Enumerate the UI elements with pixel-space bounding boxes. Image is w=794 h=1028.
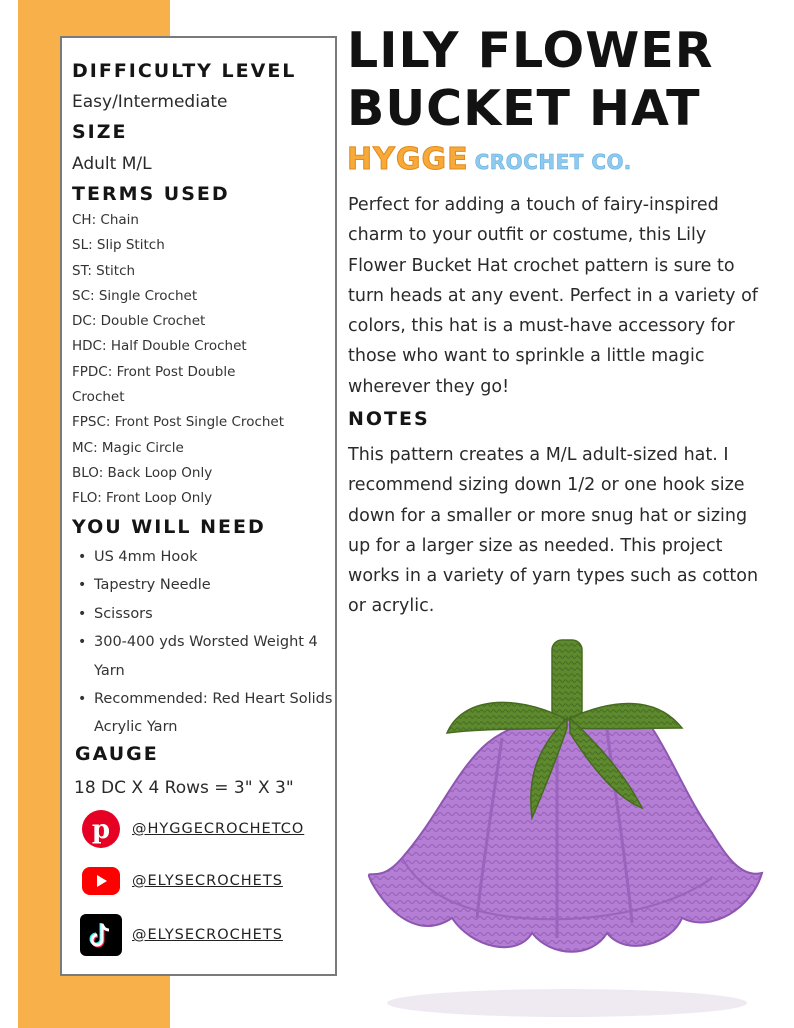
need-heading: YOU WILL NEED — [72, 516, 266, 538]
youtube-icon — [80, 860, 122, 902]
hat-photo — [342, 618, 782, 1023]
terms-heading: TERMS USED — [72, 183, 230, 205]
term-item: SL: Slip Stitch — [72, 237, 165, 254]
svg-text:p: p — [91, 815, 111, 845]
tiktok-icon — [80, 914, 122, 956]
supplies-list — [72, 543, 337, 742]
term-item: SC: Single Crochet — [72, 287, 198, 304]
tiktok-link[interactable] — [80, 914, 283, 956]
brand-logo-part2: CROCHET CO. — [474, 150, 632, 174]
supply-item: • Recommended: Red Heart Solids Acrylic Yarn — [72, 685, 337, 742]
term-item: HDC: Half Double Crochet — [72, 338, 247, 355]
gauge-heading: GAUGE — [75, 743, 159, 765]
difficulty-value: Easy/Intermediate — [72, 92, 228, 112]
gauge-value: 18 DC X 4 Rows = 3" X 3" — [74, 778, 294, 798]
term-item: MC: Magic Circle — [72, 439, 184, 456]
pinterest-link[interactable] — [80, 808, 304, 850]
difficulty-heading: DIFFICULTY LEVEL — [72, 60, 297, 82]
tiktok-handle[interactable]: @ELYSECROCHETS — [132, 927, 283, 943]
term-item: FPDC: Front Post Double — [72, 363, 236, 380]
size-value: Adult M/L — [72, 154, 152, 174]
supply-item: • Scissors — [72, 600, 337, 628]
term-item: FLO: Front Loop Only — [72, 490, 213, 507]
supply-item: • Tapestry Needle — [72, 571, 337, 599]
pinterest-icon — [80, 808, 122, 850]
terms-list — [72, 208, 332, 512]
description-paragraph: Perfect for adding a touch of fairy-inspired charm to your outfit or costume, this Lily Flower Bucket Hat crochet pattern is sure to turn heads at any event. Perfect in a variety of colors, this hat is a must-have accessory for those who want to sprinkle a little magic wherever they go! — [348, 195, 758, 397]
brand-logo-part1: HYGGE — [347, 142, 469, 177]
notes-paragraph: This pattern creates a M/L adult-sized hat. I recommend sizing down 1/2 or one hook size down for a smaller or more snug hat or sizing up for a larger size as needed. This project works in a variety of yarn types such as cotton or acrylic. — [348, 445, 759, 617]
brand-logo — [347, 142, 632, 177]
term-item: Crochet — [72, 389, 125, 406]
supply-item: • 300-400 yds Worsted Weight 4 Yarn — [72, 628, 337, 685]
term-item: ST: Stitch — [72, 262, 136, 279]
notes-heading: NOTES — [348, 408, 430, 430]
supply-item: • US 4mm Hook — [72, 543, 337, 571]
pinterest-handle[interactable]: @HYGGECROCHETCO — [132, 821, 305, 837]
term-item: CH: Chain — [72, 212, 139, 228]
size-heading: SIZE — [72, 121, 128, 143]
term-item: FPSC: Front Post Single Crochet — [72, 414, 285, 431]
youtube-handle[interactable]: @ELYSECROCHETS — [132, 873, 283, 889]
youtube-link[interactable] — [80, 860, 283, 902]
pattern-title: LILY FLOWER BUCKET HAT — [347, 22, 714, 137]
term-item: BLO: Back Loop Only — [72, 464, 213, 481]
term-item: DC: Double Crochet — [72, 313, 206, 330]
pattern-info-panel — [60, 36, 337, 976]
